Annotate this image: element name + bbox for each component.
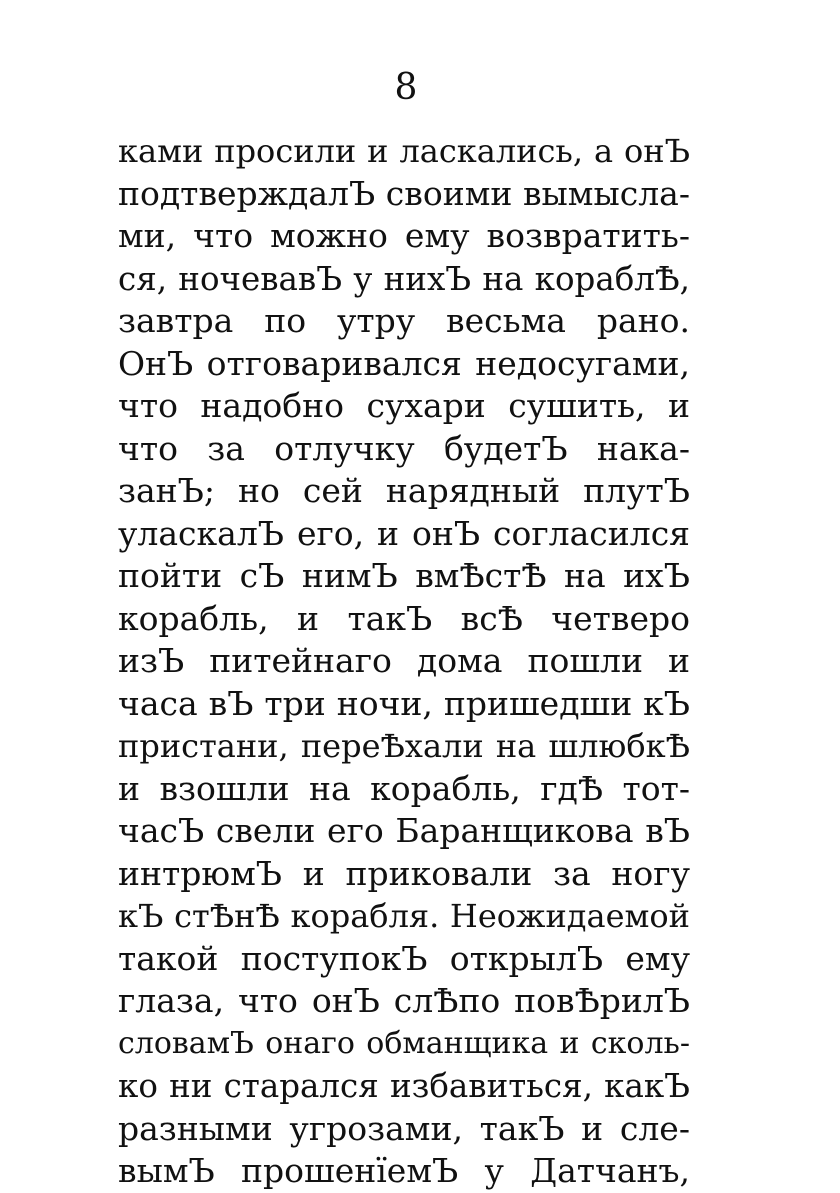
text-line: часа вЪ три ночи, пришедши кЪ xyxy=(118,683,690,723)
text-line: ми, что можно ему возвратить- xyxy=(118,216,690,255)
text-line: такой поступокЪ открылЪ ему xyxy=(118,938,690,978)
text-line: уласкалЪ его, и онЪ согласился xyxy=(118,513,690,553)
text-line: вымЪ прошенїемЪ у Датчанъ, xyxy=(118,1151,690,1190)
text-line: ОнЪ отговаривался недосугами, xyxy=(118,343,690,383)
text-line: завтра по утру весьма рано. xyxy=(118,301,690,340)
text-line: подтверждалЪ своими вымысла- xyxy=(118,173,690,213)
body-text xyxy=(118,130,690,1193)
text-line: часЪ свели его Баранщикова вЪ xyxy=(118,811,690,850)
text-line: пристани, переѢхали на шлюбкѢ xyxy=(118,727,690,765)
text-line: ко ни старался избавиться, какЪ xyxy=(118,1067,690,1105)
text-line: и взошли на корабль, гдѢ тот- xyxy=(118,768,690,808)
text-line: ся, ночевавЪ у нихЪ на кораблѢ, xyxy=(118,259,690,298)
text-line: ками просили и ласкались, а онЪ xyxy=(118,132,690,170)
text-line: что за отлучку будетЪ нака- xyxy=(118,428,690,468)
text-line: изЪ питейнаго дома пошли и xyxy=(118,641,690,680)
text-line: разными угрозами, такЪ и сле- xyxy=(118,1108,690,1148)
text-line: интрюмЪ и приковали за ногу xyxy=(118,853,690,893)
text-line: пойти сЪ нимЪ вмѢстѢ на ихЪ xyxy=(118,556,690,595)
page-number: 8 xyxy=(394,67,418,108)
text-line: словамЪ онаго обманщика и сколь- xyxy=(118,1025,690,1061)
text-line: кЪ стѢнѢ корабля. Неожидаемой xyxy=(118,897,690,935)
text-line: занЪ; но сей нарядный плутЪ xyxy=(118,471,690,510)
text-line: что надобно сухари сушить, и xyxy=(118,386,690,425)
text-line: корабль, и такЪ всѢ четверо xyxy=(118,598,690,638)
text-line: глаза, что онЪ слѢпо повѢрилЪ xyxy=(118,981,690,1020)
